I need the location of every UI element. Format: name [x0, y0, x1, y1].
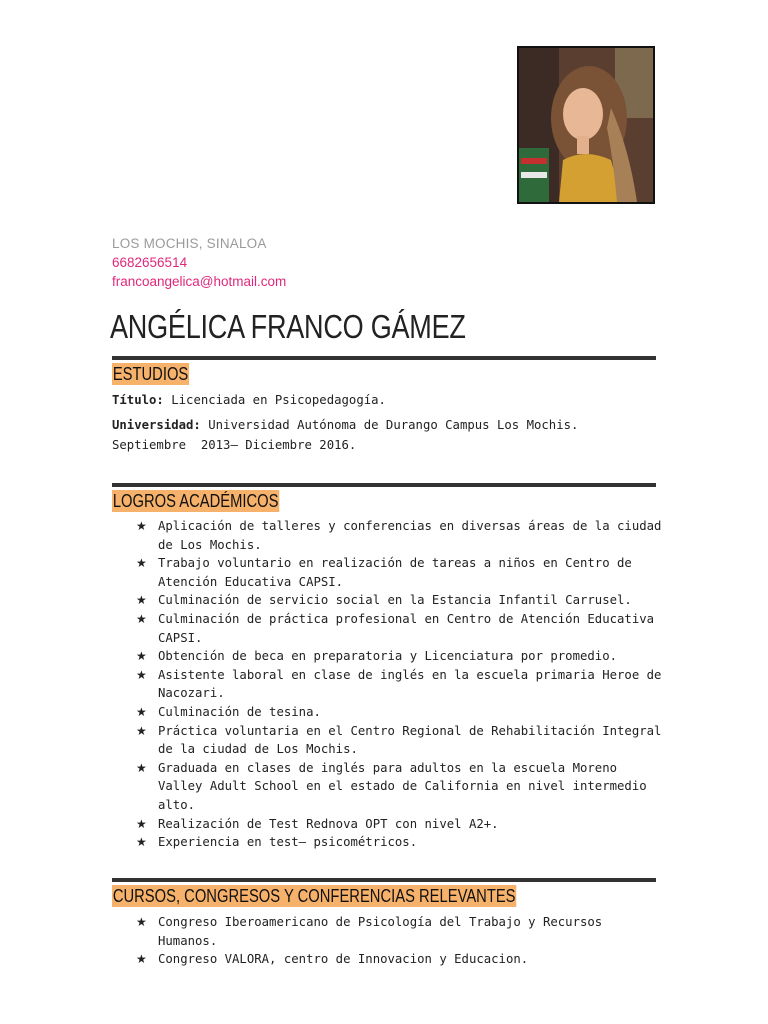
star-icon: ★ — [136, 704, 147, 719]
location-text: LOS MOCHIS, SINALOA — [112, 236, 267, 251]
logros-list — [112, 517, 668, 852]
titulo-label: Título: — [112, 393, 164, 407]
heading-logros: LOGROS ACADÉMICOS — [112, 491, 279, 511]
star-icon: ★ — [136, 952, 147, 967]
list-item: ★ Obtención de beca en preparatoria y Licenciatura por promedio. — [112, 647, 668, 666]
titulo-value: Licenciada en Psicopedagogía. — [171, 393, 386, 407]
list-item: ★ Congreso VALORA, centro de Innovacion y Educacion. — [112, 950, 668, 969]
phone-text[interactable]: 6682656514 — [112, 255, 188, 270]
list-item: ★ Asistente laboral en clase de inglés en la escuela primaria Heroe de Nacozari. — [136, 667, 662, 701]
star-icon: ★ — [136, 556, 147, 571]
star-icon: ★ — [136, 816, 147, 831]
person-name: ANGÉLICA FRANCO GÁMEZ — [110, 308, 466, 345]
list-item: ★ Culminación de práctica profesional en Centro de Atención Educativa CAPSI. — [136, 611, 655, 645]
section-divider — [112, 356, 656, 360]
section-divider — [112, 483, 656, 487]
star-icon: ★ — [136, 835, 147, 850]
star-icon: ★ — [136, 667, 147, 682]
star-icon: ★ — [136, 611, 147, 626]
section-divider — [112, 878, 656, 882]
heading-cursos: CURSOS, CONGRESOS Y CONFERENCIAS RELEVANTES — [112, 886, 516, 906]
list-item: ★ Trabajo voluntario en realización de tareas a niños en Centro de Atención Educativa CAPSI. — [136, 556, 632, 589]
contact-block — [112, 234, 286, 291]
star-icon: ★ — [136, 760, 147, 775]
email-link[interactable]: francoangelica@hotmail.com — [112, 274, 287, 289]
list-item: ★ Experiencia en test– psicométricos. — [112, 833, 668, 852]
star-icon: ★ — [136, 649, 147, 664]
list-item: ★ Graduada en clases de inglés para adultos en la escuela Moreno Valley Adult School en el estado de California en nivel intermedio alto. — [136, 760, 647, 812]
star-icon: ★ — [136, 915, 147, 929]
universidad-label: Universidad: — [112, 418, 201, 432]
list-item: ★ Congreso Iberoamericano de Psicología del Trabajo y Recursos Humanos. — [136, 915, 603, 948]
star-icon: ★ — [136, 593, 147, 608]
list-item: ★ Culminación de servicio social en la Estancia Infantil Carrusel. — [112, 591, 668, 610]
list-item: ★ Aplicación de talleres y conferencias en diversas áreas de la ciudad de Los Mochis. — [136, 519, 662, 552]
star-icon: ★ — [136, 519, 147, 533]
estudios-titulo — [112, 391, 672, 410]
heading-estudios: ESTUDIOS — [112, 364, 189, 384]
cursos-list — [112, 913, 668, 969]
list-item: ★ Práctica voluntaria en el Centro Regional de Rehabilitación Integral de la ciudad de Los Mochis. — [136, 723, 662, 757]
list-item: ★ Culminación de tesina. — [112, 703, 668, 722]
list-item: ★ Realización de Test Rednova OPT con nivel A2+. — [112, 815, 668, 834]
universidad-value: Universidad Autónoma de Durango Campus Los Mochis. — [208, 418, 579, 432]
star-icon: ★ — [136, 723, 147, 738]
estudios-dates: Septiembre 2013– Diciembre 2016. — [112, 438, 357, 452]
profile-photo — [517, 46, 655, 204]
estudios-universidad — [112, 416, 672, 435]
